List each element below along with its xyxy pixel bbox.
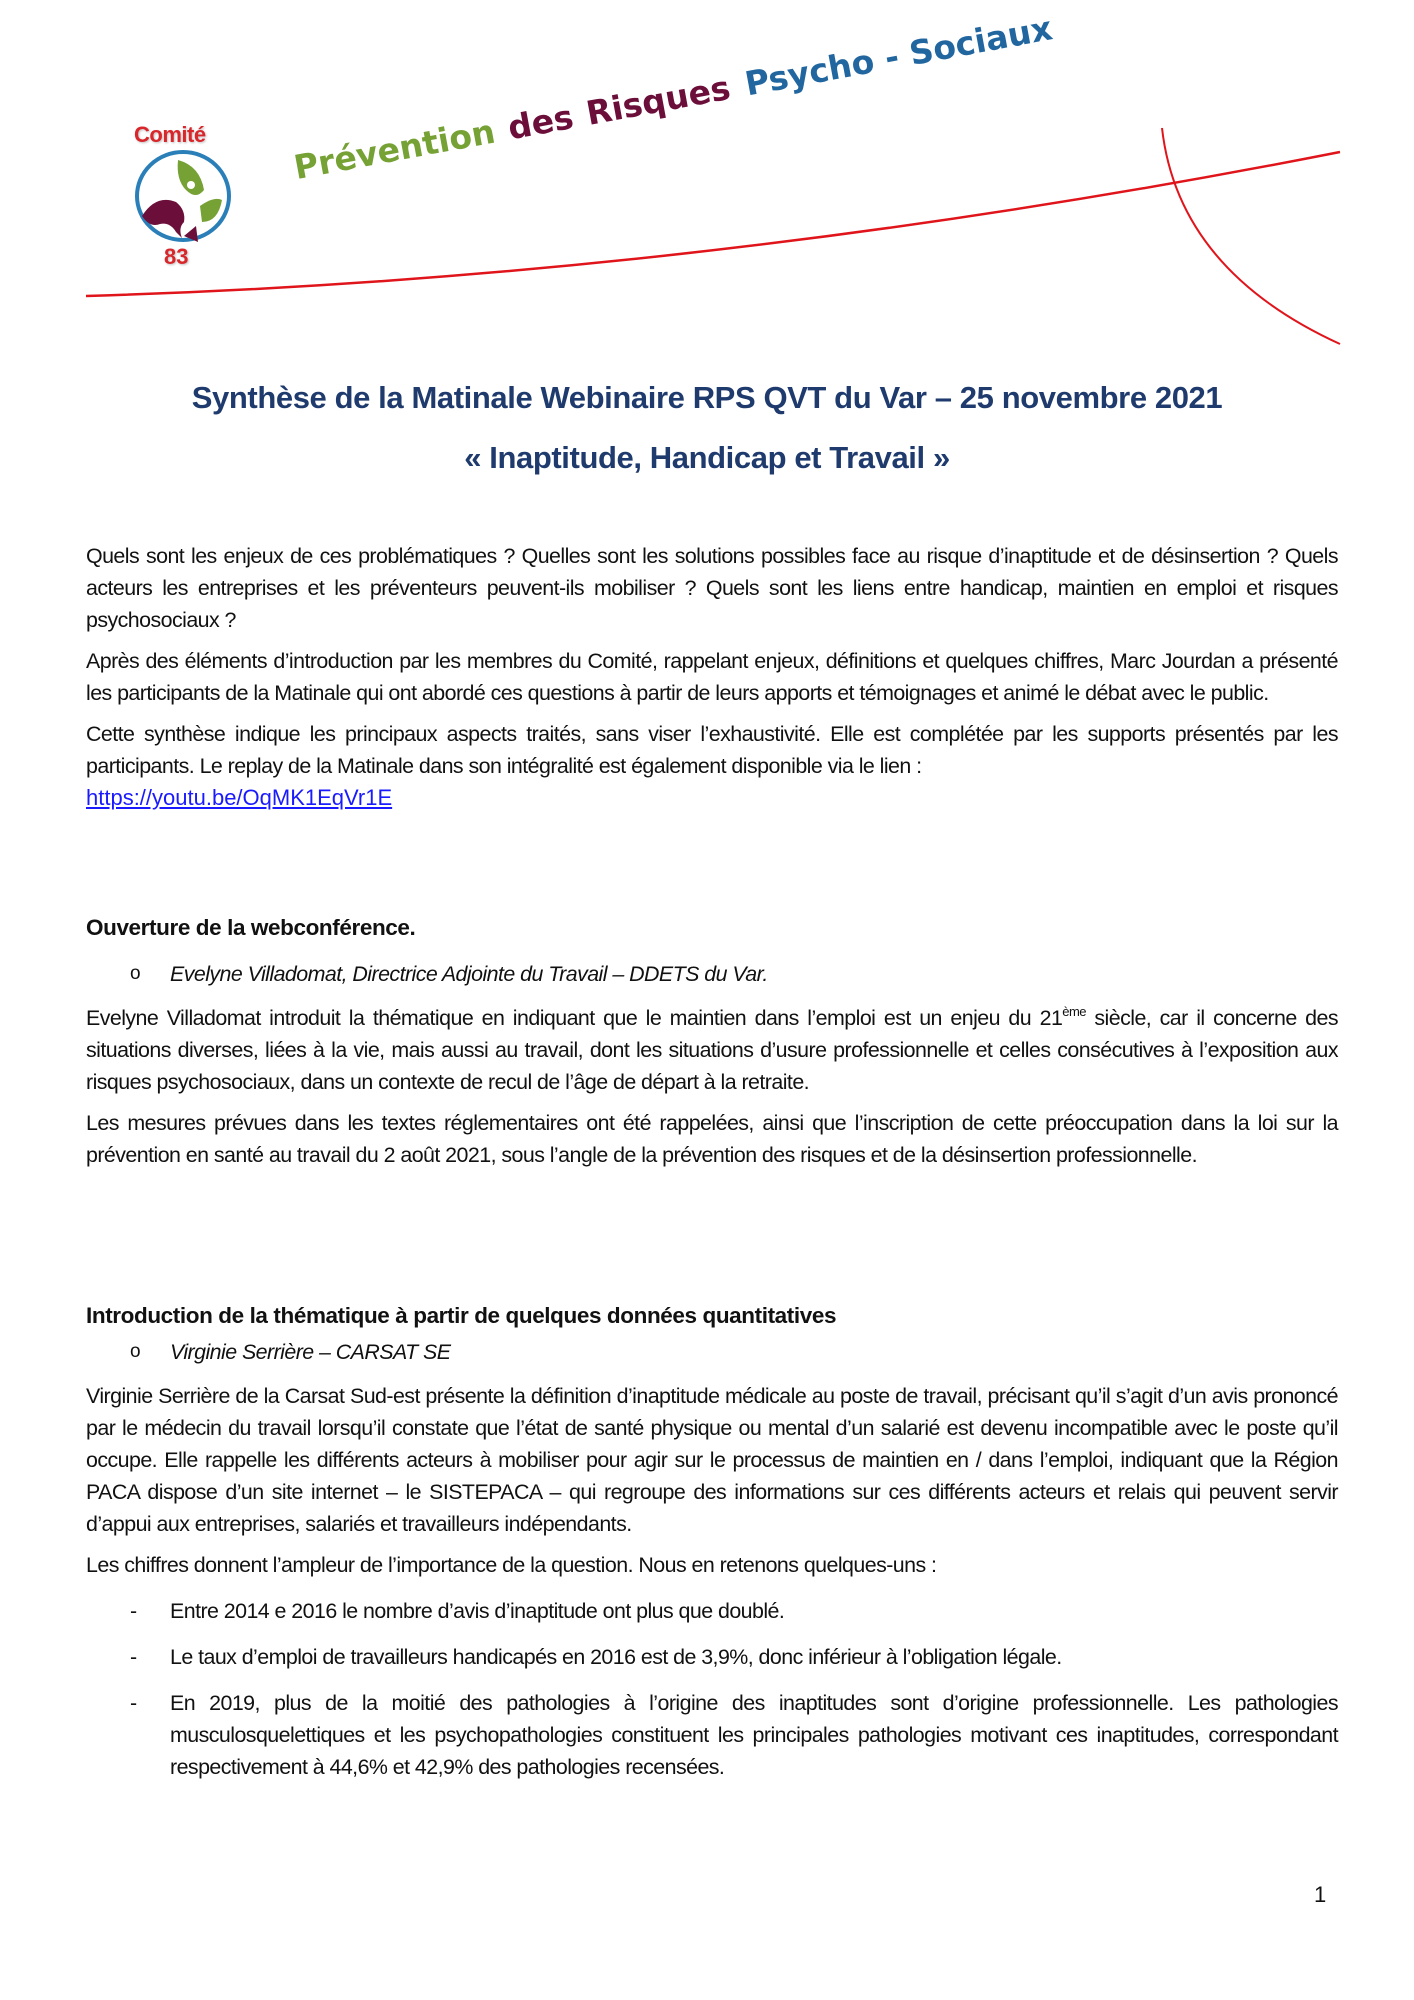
intro-paragraph-1: Quels sont les enjeux de ces problématiques ? Quelles sont les solutions possibles face au risque d’inaptitude et de désinsertion ? Quels acteurs les entreprises et les préventeurs peuvent-ils mobiliser ? Quels sont les liens entre handicap, maintien en emploi et risques psychosociaux ? (86, 544, 1338, 632)
section-paragraph (86, 1002, 1338, 1098)
section-paragraph: Virginie Serrière de la Carsat Sud-est présente la définition d’inaptitude médicale au poste de travail, précisant qu’il s’agit d’un avis prononcé par le médecin du travail lorsqu’il constate que l’état de santé physique ou mental d’un salarié est devenu incompatible avec le poste qu’il occupe. Elle rappelle les différents acteurs à mobiliser pour agir sur le processus de maintien en / dans l’emploi, indiquant que la Région PACA dispose d’un site internet – le SISTEPACA – qui regroupe des informations sur ces différents acteurs et relais qui peuvent servir d’appui aux entreprises, salariés et travailleurs indépendants. (86, 1384, 1338, 1536)
paragraph-text: siècle, car il concerne des situations diverses, liées à la vie, mais aussi au travail, dont les situations d’usure professionnelle et celles consécutives à l’exposition aux risques psychosociaux, dans un contexte de recul de l’âge de départ à la retraite. (86, 1006, 1338, 1094)
speaker-name: Virginie Serrière – CARSAT SE (170, 1340, 451, 1364)
intro-paragraph-3: Cette synthèse indique les principaux aspects traités, sans viser l’exhaustivité. Elle est complétée par les supports présentés par les participants. Le replay de la Matinale dans son intégralité est également disponible via le lien : (86, 722, 1338, 778)
intro-section (86, 540, 1338, 814)
intro-paragraph-2: Après des éléments d’introduction par les membres du Comité, rappelant enjeux, définitions et quelques chiffres, Marc Jourdan a présenté les participants de la Matinale qui ont abordé ces questions à partir de leurs apports et témoignages et animé le débat avec le public. (86, 649, 1338, 705)
dash-bullet-icon: - (130, 1599, 137, 1623)
section-paragraph: Les chiffres donnent l’ampleur de l’importance de la question. Nous en retenons quelques-uns : (86, 1553, 937, 1577)
dash-bullet-icon: - (130, 1645, 137, 1669)
banner-word-des: des (504, 97, 577, 148)
circle-bullet-icon: o (130, 963, 141, 984)
speaker-name: Evelyne Villadomat, Directrice Adjointe du Travail – DDETS du Var. (170, 962, 768, 986)
logo-top-text: Comité (134, 122, 206, 147)
section-heading: Introduction de la thématique à partir de quelques données quantitatives (86, 1303, 837, 1328)
section-quantitative-data (86, 1300, 1338, 1797)
list-item-text: En 2019, plus de la moitié des pathologies à l’origine des inaptitudes sont d’origine professionnelle. Les pathologies musculosquelettiques et les psychopathologies constituent les principales pathologies motivant ces inaptitudes, correspondant respectivement à 44,6% et 42,9% des pathologies recensées. (170, 1691, 1338, 1779)
document-title: Synthèse de la Matinale Webinaire RPS QVT du Var – 25 novembre 2021 (191, 380, 1223, 415)
dash-bullet-icon: - (130, 1691, 137, 1715)
speaker-line (86, 958, 1338, 990)
section-opening (86, 912, 1338, 1180)
superscript: ème (1062, 1004, 1086, 1019)
section-paragraph: Les mesures prévues dans les textes réglementaires ont été rappelées, ainsi que l’inscription de cette préoccupation dans la loi sur la prévention en santé au travail du 2 août 2021, sous l’angle de la prévention des risques et de la désinsertion professionnelle. (86, 1111, 1338, 1167)
banner-word-risques: Risques (583, 67, 734, 133)
banner-word-prevention: Prévention (290, 111, 499, 187)
list-item-text: Le taux d’emploi de travailleurs handicapés en 2016 est de 3,9%, donc inférieur à l’obligation légale. (170, 1645, 1062, 1669)
circle-bullet-icon: o (130, 1341, 141, 1362)
section-heading: Ouverture de la webconférence. (86, 915, 416, 940)
comite-83-logo (128, 122, 238, 272)
list-item (86, 1595, 1338, 1627)
page-number: 1 (1314, 1882, 1327, 1907)
list-item-text: Entre 2014 e 2016 le nombre d’avis d’inaptitude ont plus que doublé. (170, 1599, 785, 1623)
speaker-line (86, 1336, 1338, 1368)
replay-link[interactable]: https://youtu.be/OqMK1EqVr1E (86, 785, 393, 810)
logo-number-text: 83 (164, 244, 189, 269)
list-item (86, 1687, 1338, 1783)
list-item (86, 1641, 1338, 1673)
header (0, 0, 1414, 360)
paragraph-text: Evelyne Villadomat introduit la thématique en indiquant que le maintien dans l’emploi est un enjeu du 21 (86, 1006, 1063, 1030)
banner-word-psycho-sociaux: Psycho - Sociaux (741, 8, 1056, 104)
document-subtitle: « Inaptitude, Handicap et Travail » (464, 440, 950, 475)
